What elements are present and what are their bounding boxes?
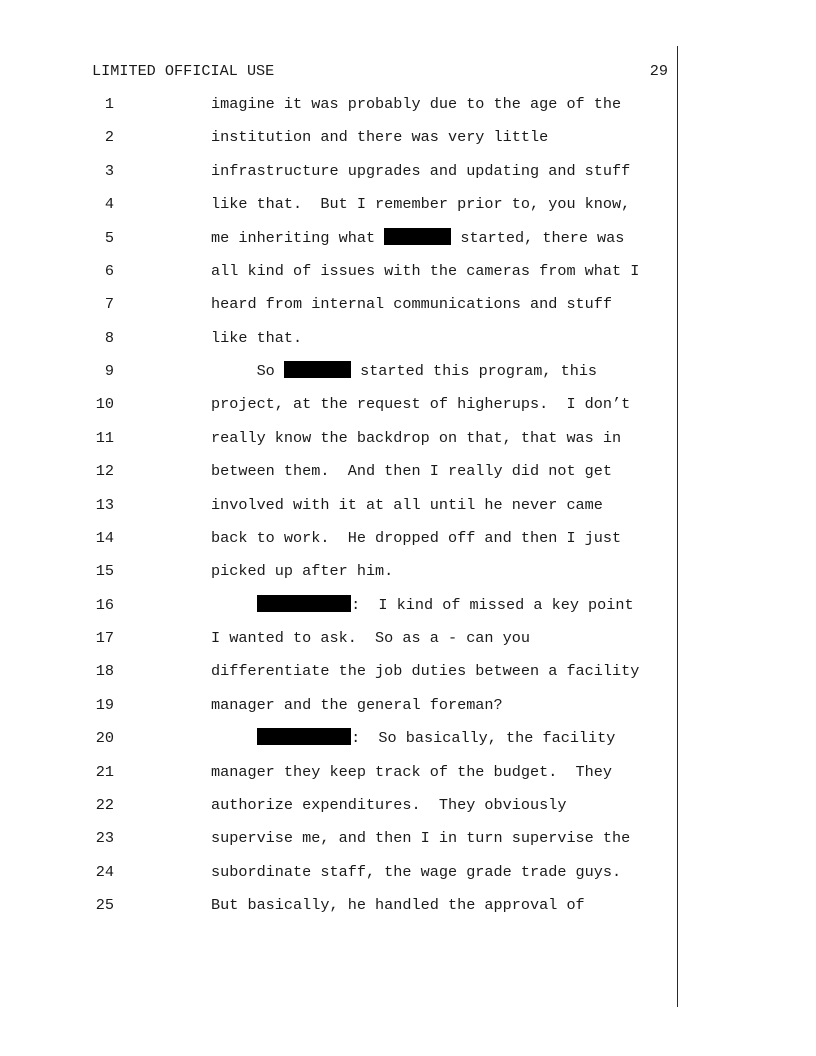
transcript-line <box>0 895 816 915</box>
transcript-line <box>0 828 816 848</box>
line-text-segment: all kind of issues with the cameras from what I <box>211 261 640 280</box>
line-text <box>211 127 548 147</box>
line-number: 9 <box>104 362 114 380</box>
line-number: 20 <box>95 729 114 748</box>
line-text-segment: supervise me, and then I in turn supervise the <box>211 829 631 848</box>
line-text <box>211 528 621 548</box>
line-text-segment: involved with it at all until he never came <box>211 495 603 514</box>
line-text <box>211 328 302 348</box>
line-text-segment: between them. And then I really did not get <box>211 462 613 481</box>
line-text-segment: like that. <box>211 328 303 347</box>
transcript-line <box>0 94 816 114</box>
transcript-line <box>0 228 816 248</box>
line-text <box>211 628 530 648</box>
line-text-segment: institution and there was very little <box>211 128 549 147</box>
line-number: 18 <box>95 662 114 681</box>
line-text <box>211 194 630 214</box>
transcript-line <box>0 328 816 348</box>
line-text <box>211 228 624 248</box>
line-text-segment: But basically, he handled the approval of <box>211 896 585 914</box>
line-number: 19 <box>95 695 114 714</box>
transcript-line <box>0 628 816 648</box>
line-text-segment: authorize expenditures. They obviously <box>211 795 567 814</box>
line-text-segment: back to work. He dropped off and then I just <box>211 528 622 547</box>
line-number: 10 <box>95 395 114 414</box>
line-text-segment: picked up after him. <box>211 562 394 581</box>
line-text <box>211 828 630 848</box>
transcript-line <box>0 127 816 147</box>
line-text <box>211 795 566 815</box>
line-text <box>211 294 612 314</box>
line-number: 11 <box>95 428 114 447</box>
line-number: 14 <box>95 528 114 547</box>
transcript-line <box>0 294 816 314</box>
line-text <box>211 161 630 181</box>
line-text <box>211 428 621 448</box>
transcript-line <box>0 428 816 448</box>
line-text-segment: me inheriting what <box>211 228 385 247</box>
line-number: 3 <box>104 161 114 180</box>
line-text <box>211 461 612 481</box>
line-number: 2 <box>104 128 114 147</box>
transcript-line <box>0 595 816 615</box>
transcript-line <box>0 161 816 181</box>
redaction-box <box>257 595 352 612</box>
line-number: 4 <box>104 195 114 214</box>
classification-header: LIMITED OFFICIAL USE <box>92 62 275 80</box>
line-text <box>211 561 393 581</box>
line-number: 8 <box>104 328 114 347</box>
line-text <box>211 595 634 615</box>
transcript-line <box>0 461 816 481</box>
transcript-line <box>0 695 816 715</box>
line-text-segment: started this program, this <box>350 362 598 380</box>
line-number: 22 <box>95 795 114 814</box>
transcript-line <box>0 495 816 515</box>
redaction-box <box>384 228 451 245</box>
line-text-segment: : So basically, the facility <box>351 729 616 748</box>
line-text-segment: manager and the general foreman? <box>211 695 503 714</box>
transcript-line <box>0 862 816 882</box>
line-number: 21 <box>95 762 114 781</box>
line-text-segment: like that. But I remember prior to, you know, <box>211 195 631 214</box>
line-text-segment: : I kind of missed a key point <box>351 595 634 614</box>
line-text-segment: manager they keep track of the budget. They <box>211 762 613 781</box>
line-number: 7 <box>104 295 114 314</box>
transcript-line <box>0 795 816 815</box>
line-text-segment: project, at the request of higherups. I don’t <box>211 395 631 414</box>
line-number: 17 <box>95 629 114 647</box>
line-number: 16 <box>95 595 114 614</box>
line-text-segment: So <box>211 362 284 380</box>
line-text <box>211 394 630 414</box>
line-number: 24 <box>95 862 114 881</box>
line-number: 13 <box>95 495 114 514</box>
line-text <box>211 762 612 782</box>
line-number: 5 <box>104 228 114 247</box>
transcript-line <box>0 394 816 414</box>
transcript-line <box>0 728 816 748</box>
line-text <box>211 94 621 114</box>
line-text <box>211 495 603 515</box>
line-text-segment: subordinate staff, the wage grade trade guys. <box>211 862 622 881</box>
line-text <box>211 361 597 381</box>
transcript-line <box>0 762 816 782</box>
line-number: 6 <box>104 261 114 280</box>
line-text-segment: really know the backdrop on that, that was in <box>211 428 622 447</box>
line-text-segment <box>211 729 257 747</box>
redaction-box <box>257 728 352 745</box>
line-number: 12 <box>95 462 114 481</box>
line-text <box>211 862 621 882</box>
line-number: 15 <box>95 562 114 581</box>
line-text <box>211 661 639 681</box>
line-number: 25 <box>95 896 114 914</box>
transcript-line <box>0 528 816 548</box>
line-text-segment: started, there was <box>451 228 625 247</box>
line-text-segment: imagine it was probably due to the age of the <box>211 95 622 113</box>
line-text-segment: heard from internal communications and stuff <box>211 295 613 314</box>
line-text <box>211 895 585 915</box>
line-text <box>211 261 639 281</box>
transcript-line <box>0 561 816 581</box>
line-number: 1 <box>104 95 114 113</box>
line-text <box>211 695 503 715</box>
transcript-line <box>0 661 816 681</box>
page-number: 29 <box>649 62 668 80</box>
line-text-segment <box>211 596 257 614</box>
transcript-line <box>0 194 816 214</box>
line-text-segment: I wanted to ask. So as a - can you <box>211 629 530 647</box>
transcript-line <box>0 261 816 281</box>
transcript-line <box>0 361 816 381</box>
line-number: 23 <box>95 829 114 848</box>
line-text-segment: differentiate the job duties between a facility <box>211 662 640 681</box>
line-text <box>211 728 615 748</box>
redaction-box <box>284 361 351 378</box>
line-text-segment: infrastructure upgrades and updating and stuff <box>211 161 631 180</box>
